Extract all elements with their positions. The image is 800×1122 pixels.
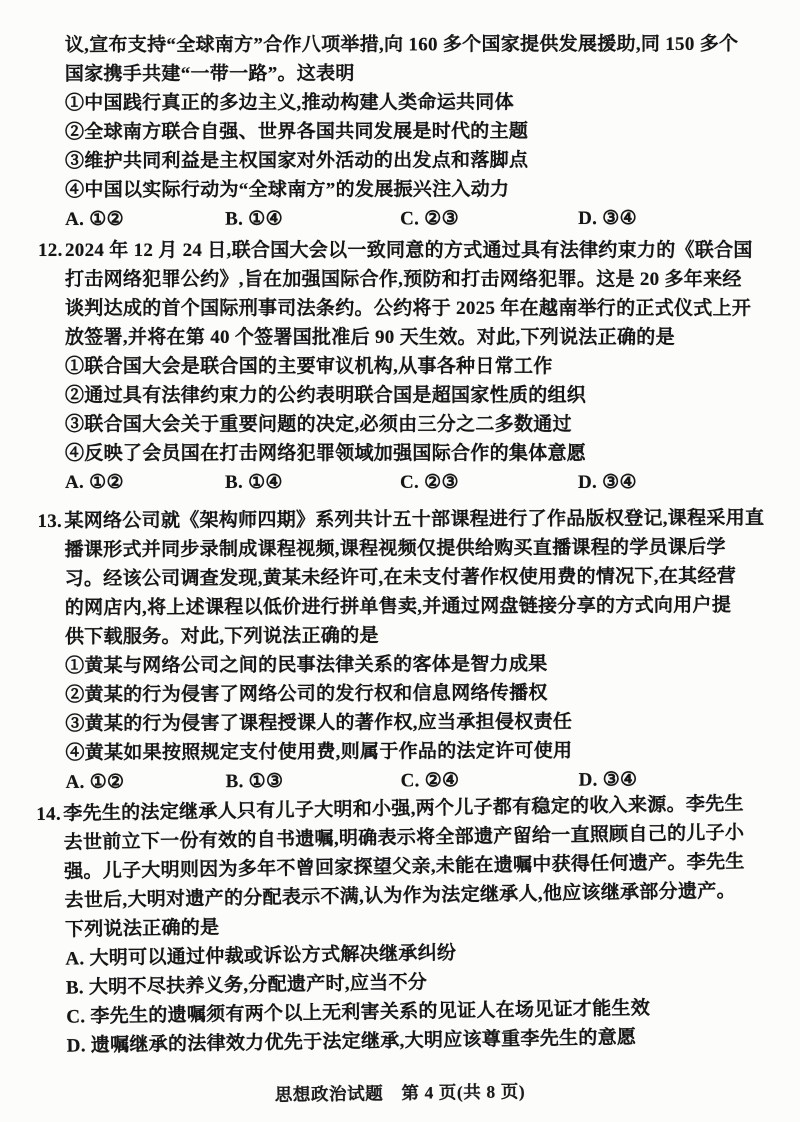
- option-d: D. ③④: [578, 769, 638, 791]
- page-content: [38, 31, 776, 1061]
- question-14: [36, 789, 778, 1061]
- option-d: D. 遗嘱继承的法律效力优先于法定继承,大明应该尊重李先生的意愿: [66, 1027, 637, 1057]
- stem-text: 某网络公司就《架构师四期》系列共计五十部课程进行了作品版权登记,课程采用直: [64, 507, 765, 532]
- choice-item-2: ②全球南方联合自强、世界各国共同发展是时代的主题: [64, 121, 529, 143]
- choice-item-3: ③维护共同利益是主权国家对外活动的出发点和落脚点: [65, 150, 529, 172]
- choice-item-4: ④反映了会员国在打击网络犯罪领域加强国际合作的集体意愿: [65, 443, 587, 464]
- stem-line: 的网店内,将上述课程以低价进行拼单售卖,并通过网盘链接分享的方式向用户提: [64, 594, 732, 619]
- options-row: [65, 204, 776, 234]
- question-13: [37, 504, 776, 797]
- stem-line: 议,宣布支持“全球南方”合作八项举措,向 160 多个国家提供发展援助,同 150 多个: [64, 33, 739, 56]
- option-b: B. ①④: [225, 208, 283, 230]
- option-a: A. ①②: [65, 771, 125, 793]
- option-a: A. ①②: [65, 208, 124, 230]
- choice-item-3: ③黄某的行为侵害了课程授课人的著作权,应当承担侵权责任: [65, 711, 573, 735]
- stem-line: 国家携手共建“一带一路”。这表明: [64, 63, 355, 85]
- option-a: A. 大明可以通过仲裁或诉讼方式解决继承纠纷: [65, 942, 457, 970]
- choice-item-3: ③联合国大会关于重要问题的决定,必须由三分之二多数通过: [65, 414, 572, 435]
- stem-line: 放签署,并将在第 40 个签署国批准后 90 天生效。对此,下列说法正确的是: [65, 327, 675, 348]
- choice-item-1: ①联合国大会是联合国的主要审议机构,从事各种日常工作: [65, 356, 553, 377]
- page-footer: [0, 1074, 800, 1110]
- question-12: [38, 236, 776, 497]
- footer-text: 思想政治试题 第 4 页(共 8 页): [274, 1081, 526, 1105]
- question-11-continuation: [38, 30, 776, 234]
- stem-line: 谈判达成的首个国际刑事司法条约。公约将于 2025 年在越南举行的正式仪式上开: [65, 298, 752, 319]
- stem-line: 强。儿子大明则因为多年不曾回家探望父亲,未能在遗嘱中获得任何遗产。李先生: [63, 851, 745, 883]
- stem-line-first: [37, 504, 775, 536]
- choice-item-2: ②黄某的行为侵害了网络公司的发行权和信息网络传播权: [65, 682, 548, 706]
- option-c: C. 李先生的遗嘱须有两个以上无利害关系的见证人在场见证才能生效: [66, 997, 651, 1028]
- choice-item-1: ①黄某与网络公司之间的民事法律关系的客体是智力成果: [65, 653, 548, 677]
- option-d: D. ③④: [578, 207, 637, 230]
- stem-line: 播课形式并同步录制成课程视频,课程视频仅提供给购买直播课程的学员课后学: [64, 536, 726, 561]
- choice-item-1: ①中国践行真正的多边主义,推动构建人类命运共同体: [64, 92, 514, 114]
- choice-item-4: ④黄某如果按照规定支付使用费,则属于作品的法定许可使用: [65, 740, 573, 764]
- option-c: C. ②③: [400, 208, 459, 230]
- option-d: D. ③④: [578, 472, 637, 493]
- option-b: B. ①④: [225, 472, 283, 493]
- choice-item-2: ②通过具有法律约束力的公约表明联合国是超国家性质的组织: [65, 385, 587, 406]
- question-number: 12.: [38, 240, 63, 261]
- option-b: B. 大明不尽扶养义务,分配遗产时,应当不分: [65, 972, 428, 999]
- option-a: A. ①②: [65, 472, 124, 493]
- stem-line: 习。经该公司调查发现,黄某未经许可,在未支付著作权使用费的情况下,在其经营: [64, 565, 737, 590]
- stem-line: 去世后,大明对遗产的分配表示不满,认为作为法定继承人,他应该继承部分遗产。: [64, 880, 737, 912]
- stem-line: 供下载服务。对此,下列说法正确的是: [64, 625, 379, 648]
- option-c: C. ②③: [400, 472, 459, 493]
- question-number: 13.: [37, 510, 63, 533]
- question-number: 14.: [36, 803, 62, 826]
- option-b: B. ①③: [225, 770, 284, 793]
- option-c: C. ②④: [400, 770, 460, 792]
- stem-line: 打击网络犯罪公约》,旨在加强国际合作,预防和打击网络犯罪。这是 20 多年来经: [65, 269, 742, 290]
- options-row: [65, 468, 776, 497]
- stem-line-first: [38, 236, 776, 265]
- stem-text: 2024 年 12 月 24 日,联合国大会以一致同意的方式通过具有法律约束力的《联合国: [65, 240, 753, 261]
- choice-item-4: ④中国以实际行动为“全球南方”的发展振兴注入动力: [65, 179, 510, 201]
- stem-line: 去世前立下一份有效的自书遗嘱,明确表示将全部遗产留给一直照顾自己的儿子小: [63, 822, 745, 854]
- stem-text: 李先生的法定继承人只有儿子大明和小强,两个儿子都有稳定的收入来源。李先生: [63, 793, 744, 825]
- stem-line: 下列说法正确的是: [64, 917, 220, 941]
